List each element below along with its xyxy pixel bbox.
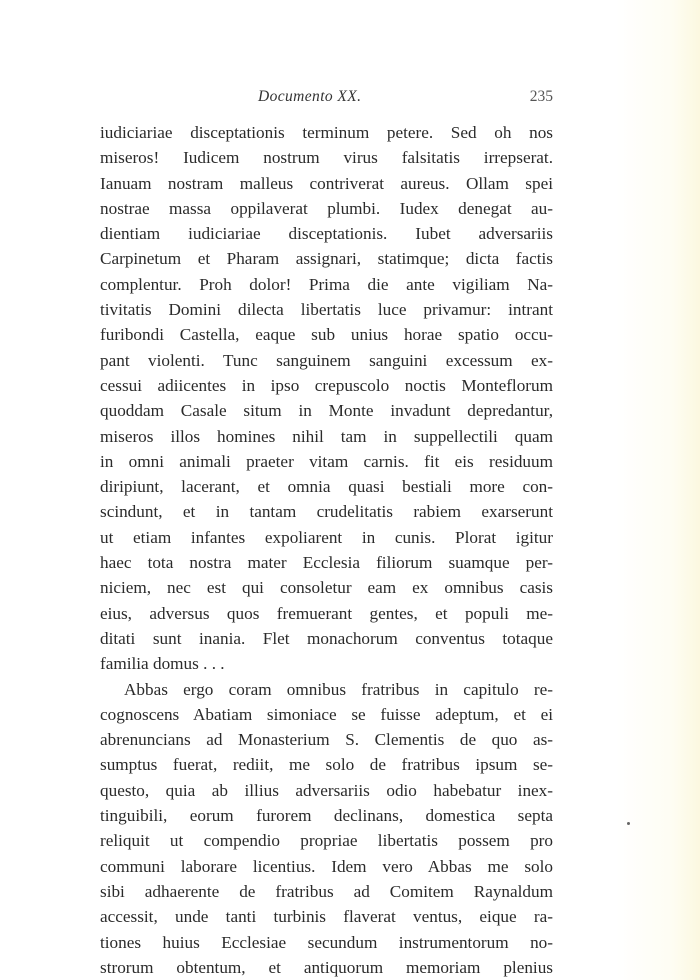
text-line: sumptus fuerat, rediit, me solo de fratribus ipsum se- (100, 755, 553, 775)
text-line: ut etiam infantes expoliarent in cunis. Plorat igitur (100, 527, 553, 547)
text-line: communi laborare licentius. Idem vero Abbas me solo (100, 856, 553, 876)
text-line: familia domus . . . (100, 654, 225, 674)
text-line: dientiam iudiciariae disceptationis. Iubet adversariis (100, 224, 553, 244)
text-line: nostrae massa oppilaverat plumbi. Iudex denegat au- (100, 198, 553, 218)
text-line: furibondi Castella, eaque sub unius horae spatio occu- (100, 325, 553, 345)
scan-speck (627, 822, 630, 825)
text-line: cognoscens Abatiam simoniace se fuisse adeptum, et ei (100, 704, 553, 724)
text-line: Abbas ergo coram omnibus fratribus in capitulo re- (124, 679, 553, 699)
text-line: tiones huius Ecclesiae secundum instrumentorum no- (100, 932, 553, 952)
text-line: niciem, nec est qui consoletur eam ex omnibus casis (100, 578, 553, 598)
text-line: strorum obtentum, et antiquorum memoriam plenius (100, 957, 553, 977)
running-title: Documento XX. (258, 88, 362, 105)
text-line: questo, quia ab illius adversariis odio habebatur inex- (100, 780, 553, 800)
text-line: Carpinetum et Pharam assignari, statimque; dicta factis (100, 249, 553, 269)
text-line: cessui adiicentes in ipso crepuscolo noctis Monteflorum (100, 375, 553, 395)
text-line: diripiunt, lacerant, et omnia quasi bestiali more con- (100, 477, 553, 497)
text-line: scindunt, et in tantam crudelitatis rabiem exarserunt (100, 502, 553, 522)
text-line: abrenuncians ad Monasterium S. Clementis de quo as- (100, 730, 553, 750)
text-line: pant violenti. Tunc sanguinem sanguini excessum ex- (100, 350, 553, 370)
paragraph (100, 120, 553, 677)
text-line: iudiciariae disceptationis terminum petere. Sed oh nos (100, 123, 553, 142)
text-line: quoddam Casale situm in Monte invadunt depredantur, (100, 401, 553, 421)
text-line: haec tota nostra mater Ecclesia filiorum suamque per- (100, 553, 553, 573)
text-line: reliquit ut compendio propriae libertatis possem pro (100, 831, 553, 851)
running-head (100, 88, 553, 108)
text-line: accessit, unde tanti turbinis flaverat ventus, eique ra- (100, 907, 553, 927)
text-line: tivitatis Domini dilecta libertatis luce privamur: intrant (100, 300, 553, 320)
paragraph (100, 677, 553, 980)
text-line: miseros! Iudicem nostrum virus falsitatis irrepserat. (100, 148, 553, 168)
text-line: in omni animali praeter vitam carnis. fit eis residuum (100, 451, 553, 471)
text-line: eius, adversus quos fremuerant gentes, et populi me- (100, 603, 553, 623)
page-number: 235 (529, 88, 553, 105)
body-text (100, 120, 553, 980)
text-line: ditati sunt inania. Flet monachorum conventus totaque (100, 628, 553, 648)
text-line: sibi adhaerente de fratribus ad Comitem Raynaldum (100, 881, 553, 901)
text-line: tinguibili, eorum furorem declinans, domestica septa (100, 806, 553, 826)
text-line: miseros illos homines nihil tam in suppellectili quam (100, 426, 553, 446)
text-line: Ianuam nostram malleus contriverat aureus. Ollam spei (100, 173, 553, 193)
text-line: complentur. Proh dolor! Prima die ante vigiliam Na- (100, 274, 553, 294)
